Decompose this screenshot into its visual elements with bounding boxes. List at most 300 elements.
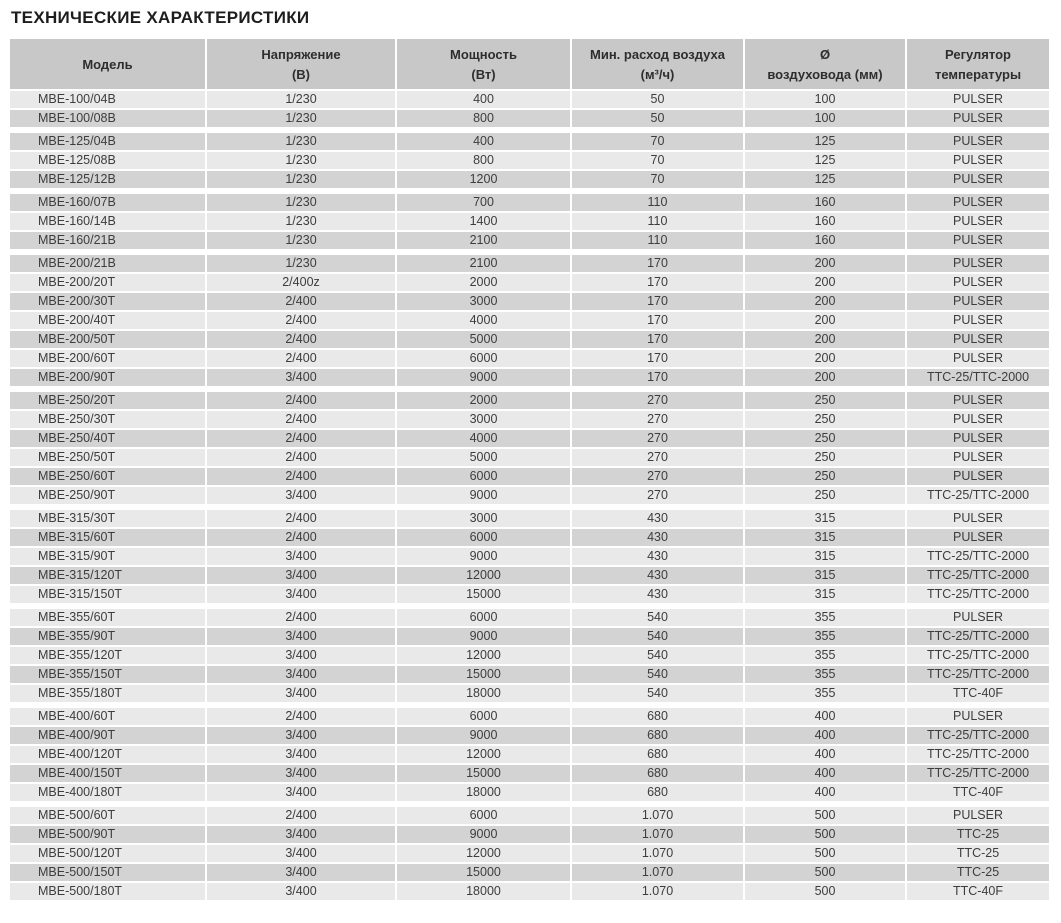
cell-airflow: 270 — [572, 487, 745, 506]
cell-regulator: TTC-40F — [907, 784, 1051, 803]
cell-airflow: 170 — [572, 331, 745, 350]
cell-power: 1200 — [397, 171, 572, 190]
cell-airflow: 1.070 — [572, 864, 745, 883]
cell-airflow: 170 — [572, 274, 745, 293]
cell-voltage: 2/400 — [207, 392, 397, 411]
col-header-label: Модель — [82, 56, 133, 72]
cell-model: MBE-160/14B — [10, 213, 207, 232]
cell-diameter: 100 — [745, 91, 907, 110]
cell-model: MBE-160/21B — [10, 232, 207, 251]
cell-regulator: TTC-25/TTC-2000 — [907, 746, 1051, 765]
cell-airflow: 540 — [572, 647, 745, 666]
table-row — [10, 628, 1051, 647]
cell-diameter: 250 — [745, 449, 907, 468]
cell-diameter: 400 — [745, 708, 907, 727]
cell-diameter: 125 — [745, 152, 907, 171]
cell-power: 5000 — [397, 449, 572, 468]
cell-power: 2000 — [397, 274, 572, 293]
col-header-diameter-inner — [745, 46, 905, 83]
cell-model: MBE-125/04B — [10, 133, 207, 152]
cell-voltage: 1/230 — [207, 255, 397, 274]
cell-power: 12000 — [397, 845, 572, 864]
table-row — [10, 685, 1051, 704]
cell-airflow: 270 — [572, 411, 745, 430]
cell-model: MBE-315/30T — [10, 510, 207, 529]
cell-airflow: 680 — [572, 765, 745, 784]
table-row — [10, 765, 1051, 784]
cell-diameter: 200 — [745, 350, 907, 369]
cell-voltage: 3/400 — [207, 765, 397, 784]
cell-airflow: 430 — [572, 529, 745, 548]
cell-model: MBE-355/180T — [10, 685, 207, 704]
cell-diameter: 500 — [745, 826, 907, 845]
cell-diameter: 315 — [745, 510, 907, 529]
col-header-model — [10, 39, 207, 91]
cell-diameter: 315 — [745, 529, 907, 548]
header-row — [10, 39, 1051, 91]
cell-diameter: 355 — [745, 609, 907, 628]
cell-airflow: 430 — [572, 586, 745, 605]
cell-diameter: 400 — [745, 746, 907, 765]
cell-voltage: 1/230 — [207, 152, 397, 171]
cell-model: MBE-315/120T — [10, 567, 207, 586]
cell-regulator: PULSER — [907, 430, 1051, 449]
cell-voltage: 1/230 — [207, 91, 397, 110]
col-header-label: Регулятор — [945, 46, 1011, 62]
cell-power: 18000 — [397, 883, 572, 902]
cell-voltage: 1/230 — [207, 232, 397, 251]
cell-model: MBE-100/04B — [10, 91, 207, 110]
cell-model: MBE-200/21B — [10, 255, 207, 274]
cell-diameter: 355 — [745, 666, 907, 685]
cell-airflow: 270 — [572, 468, 745, 487]
cell-diameter: 100 — [745, 110, 907, 129]
cell-airflow: 110 — [572, 194, 745, 213]
cell-airflow: 70 — [572, 171, 745, 190]
cell-regulator: TTC-25 — [907, 864, 1051, 883]
cell-diameter: 250 — [745, 411, 907, 430]
cell-airflow: 430 — [572, 510, 745, 529]
col-header-label: Мин. расход воздуха — [590, 46, 725, 62]
table-row — [10, 430, 1051, 449]
col-header-regulator — [907, 39, 1051, 91]
cell-regulator: PULSER — [907, 91, 1051, 110]
cell-regulator: TTC-25/TTC-2000 — [907, 548, 1051, 567]
cell-power: 4000 — [397, 312, 572, 331]
cell-power: 6000 — [397, 807, 572, 826]
cell-power: 9000 — [397, 487, 572, 506]
cell-diameter: 500 — [745, 807, 907, 826]
cell-model: MBE-250/50T — [10, 449, 207, 468]
table-row — [10, 350, 1051, 369]
cell-model: MBE-355/60T — [10, 609, 207, 628]
cell-airflow: 170 — [572, 312, 745, 331]
cell-regulator: TTC-25/TTC-2000 — [907, 487, 1051, 506]
cell-model: MBE-355/120T — [10, 647, 207, 666]
cell-airflow: 430 — [572, 548, 745, 567]
table-row — [10, 468, 1051, 487]
cell-voltage: 3/400 — [207, 628, 397, 647]
cell-voltage: 2/400 — [207, 807, 397, 826]
cell-airflow: 540 — [572, 628, 745, 647]
cell-model: MBE-355/90T — [10, 628, 207, 647]
cell-power: 15000 — [397, 586, 572, 605]
cell-airflow: 1.070 — [572, 883, 745, 902]
table-row — [10, 548, 1051, 567]
col-header-voltage — [207, 39, 397, 91]
cell-power: 400 — [397, 91, 572, 110]
cell-model: MBE-250/30T — [10, 411, 207, 430]
cell-diameter: 200 — [745, 293, 907, 312]
cell-voltage: 1/230 — [207, 213, 397, 232]
cell-voltage: 3/400 — [207, 548, 397, 567]
cell-regulator: PULSER — [907, 449, 1051, 468]
cell-airflow: 680 — [572, 727, 745, 746]
cell-diameter: 400 — [745, 727, 907, 746]
table-row — [10, 708, 1051, 727]
col-header-label: Мощность — [450, 46, 517, 62]
cell-regulator: PULSER — [907, 133, 1051, 152]
cell-airflow: 1.070 — [572, 845, 745, 864]
table-row — [10, 784, 1051, 803]
cell-power: 15000 — [397, 864, 572, 883]
table-row — [10, 255, 1051, 274]
cell-airflow: 170 — [572, 350, 745, 369]
table-row — [10, 392, 1051, 411]
table-row — [10, 213, 1051, 232]
cell-model: MBE-250/60T — [10, 468, 207, 487]
table-row — [10, 864, 1051, 883]
cell-airflow: 170 — [572, 255, 745, 274]
col-header-airflow-inner — [572, 46, 743, 83]
cell-diameter: 355 — [745, 628, 907, 647]
table-row — [10, 647, 1051, 666]
cell-model: MBE-125/08B — [10, 152, 207, 171]
cell-airflow: 50 — [572, 91, 745, 110]
table-row — [10, 152, 1051, 171]
table-row — [10, 567, 1051, 586]
cell-diameter: 200 — [745, 331, 907, 350]
cell-voltage: 2/400 — [207, 293, 397, 312]
cell-airflow: 680 — [572, 746, 745, 765]
cell-diameter: 200 — [745, 369, 907, 388]
cell-power: 1400 — [397, 213, 572, 232]
cell-diameter: 315 — [745, 548, 907, 567]
cell-voltage: 1/230 — [207, 133, 397, 152]
table-row — [10, 232, 1051, 251]
cell-power: 2100 — [397, 232, 572, 251]
cell-diameter: 400 — [745, 765, 907, 784]
cell-voltage: 3/400 — [207, 666, 397, 685]
cell-voltage: 3/400 — [207, 487, 397, 506]
table-row — [10, 487, 1051, 506]
cell-model: MBE-200/20T — [10, 274, 207, 293]
cell-airflow: 70 — [572, 133, 745, 152]
cell-diameter: 125 — [745, 171, 907, 190]
cell-airflow: 1.070 — [572, 807, 745, 826]
cell-regulator: PULSER — [907, 274, 1051, 293]
cell-power: 6000 — [397, 529, 572, 548]
cell-power: 18000 — [397, 784, 572, 803]
cell-diameter: 160 — [745, 232, 907, 251]
cell-model: MBE-250/90T — [10, 487, 207, 506]
cell-regulator: PULSER — [907, 331, 1051, 350]
cell-model: MBE-500/60T — [10, 807, 207, 826]
cell-voltage: 3/400 — [207, 746, 397, 765]
cell-power: 2100 — [397, 255, 572, 274]
cell-regulator: PULSER — [907, 171, 1051, 190]
cell-diameter: 250 — [745, 468, 907, 487]
cell-regulator: PULSER — [907, 529, 1051, 548]
cell-diameter: 400 — [745, 784, 907, 803]
cell-model: MBE-500/90T — [10, 826, 207, 845]
cell-power: 9000 — [397, 727, 572, 746]
table-row — [10, 449, 1051, 468]
table-row — [10, 293, 1051, 312]
col-header-voltage-inner — [207, 46, 395, 83]
table-row — [10, 194, 1051, 213]
cell-voltage: 3/400 — [207, 883, 397, 902]
table-row — [10, 883, 1051, 902]
cell-regulator: PULSER — [907, 807, 1051, 826]
cell-regulator: PULSER — [907, 232, 1051, 251]
cell-voltage: 2/400 — [207, 411, 397, 430]
table-row — [10, 312, 1051, 331]
cell-model: MBE-200/60T — [10, 350, 207, 369]
cell-power: 12000 — [397, 746, 572, 765]
cell-voltage: 3/400 — [207, 567, 397, 586]
cell-diameter: 125 — [745, 133, 907, 152]
cell-regulator: PULSER — [907, 110, 1051, 129]
cell-voltage: 3/400 — [207, 586, 397, 605]
cell-model: MBE-160/07B — [10, 194, 207, 213]
cell-model: MBE-125/12B — [10, 171, 207, 190]
cell-airflow: 540 — [572, 666, 745, 685]
col-header-unit: температуры — [934, 66, 1022, 82]
cell-voltage: 3/400 — [207, 784, 397, 803]
cell-regulator: PULSER — [907, 411, 1051, 430]
col-header-unit: (В) — [291, 66, 311, 82]
col-header-model-inner — [10, 56, 205, 73]
diameter-symbol-icon: Ø — [819, 46, 831, 62]
cell-regulator: TTC-40F — [907, 685, 1051, 704]
table-row — [10, 369, 1051, 388]
cell-regulator: PULSER — [907, 312, 1051, 331]
cell-power: 6000 — [397, 708, 572, 727]
cell-power: 800 — [397, 110, 572, 129]
cell-diameter: 200 — [745, 312, 907, 331]
cell-diameter: 355 — [745, 647, 907, 666]
table-row — [10, 529, 1051, 548]
cell-regulator: TTC-25/TTC-2000 — [907, 647, 1051, 666]
cell-model: MBE-250/40T — [10, 430, 207, 449]
cell-regulator: TTC-25/TTC-2000 — [907, 628, 1051, 647]
cell-airflow: 540 — [572, 609, 745, 628]
cell-diameter: 160 — [745, 194, 907, 213]
cell-power: 6000 — [397, 468, 572, 487]
cell-voltage: 1/230 — [207, 194, 397, 213]
cell-airflow: 170 — [572, 293, 745, 312]
cell-power: 6000 — [397, 350, 572, 369]
cell-power: 2000 — [397, 392, 572, 411]
col-header-regulator-inner — [907, 46, 1049, 83]
cell-power: 9000 — [397, 369, 572, 388]
cell-model: MBE-500/180T — [10, 883, 207, 902]
cell-regulator: TTC-25/TTC-2000 — [907, 586, 1051, 605]
col-header-power-inner — [397, 46, 570, 83]
cell-voltage: 2/400 — [207, 430, 397, 449]
cell-power: 15000 — [397, 666, 572, 685]
cell-diameter: 250 — [745, 487, 907, 506]
table-row — [10, 171, 1051, 190]
cell-diameter: 160 — [745, 213, 907, 232]
cell-voltage: 3/400 — [207, 826, 397, 845]
table-row — [10, 510, 1051, 529]
cell-power: 400 — [397, 133, 572, 152]
cell-voltage: 2/400 — [207, 468, 397, 487]
cell-voltage: 3/400 — [207, 369, 397, 388]
cell-model: MBE-400/90T — [10, 727, 207, 746]
table-row — [10, 274, 1051, 293]
cell-voltage: 1/230 — [207, 171, 397, 190]
cell-power: 9000 — [397, 826, 572, 845]
cell-regulator: PULSER — [907, 152, 1051, 171]
cell-model: MBE-400/60T — [10, 708, 207, 727]
cell-model: MBE-200/30T — [10, 293, 207, 312]
cell-airflow: 70 — [572, 152, 745, 171]
cell-airflow: 50 — [572, 110, 745, 129]
cell-diameter: 500 — [745, 883, 907, 902]
cell-regulator: PULSER — [907, 468, 1051, 487]
table-body — [10, 91, 1051, 902]
cell-voltage: 1/230 — [207, 110, 397, 129]
cell-voltage: 3/400 — [207, 727, 397, 746]
cell-regulator: PULSER — [907, 255, 1051, 274]
page-title: ТЕХНИЧЕСКИЕ ХАРАКТЕРИСТИКИ — [11, 8, 310, 27]
cell-regulator: TTC-25/TTC-2000 — [907, 727, 1051, 746]
cell-voltage: 2/400 — [207, 708, 397, 727]
cell-voltage: 2/400 — [207, 510, 397, 529]
cell-airflow: 270 — [572, 449, 745, 468]
cell-voltage: 2/400 — [207, 312, 397, 331]
cell-diameter: 315 — [745, 586, 907, 605]
cell-regulator: PULSER — [907, 293, 1051, 312]
cell-regulator: TTC-25/TTC-2000 — [907, 369, 1051, 388]
cell-airflow: 110 — [572, 213, 745, 232]
cell-diameter: 355 — [745, 685, 907, 704]
cell-voltage: 3/400 — [207, 685, 397, 704]
cell-regulator: PULSER — [907, 510, 1051, 529]
cell-voltage: 2/400 — [207, 350, 397, 369]
cell-model: MBE-315/90T — [10, 548, 207, 567]
col-header-airflow — [572, 39, 745, 91]
table-row — [10, 91, 1051, 110]
cell-voltage: 3/400 — [207, 845, 397, 864]
cell-diameter: 200 — [745, 255, 907, 274]
cell-voltage: 2/400 — [207, 449, 397, 468]
cell-model: MBE-200/40T — [10, 312, 207, 331]
table-header — [10, 39, 1051, 91]
cell-power: 9000 — [397, 548, 572, 567]
table-row — [10, 331, 1051, 350]
cell-power: 5000 — [397, 331, 572, 350]
table-row — [10, 586, 1051, 605]
table-row — [10, 727, 1051, 746]
cell-power: 800 — [397, 152, 572, 171]
cell-power: 700 — [397, 194, 572, 213]
col-header-diameter — [745, 39, 907, 91]
cell-regulator: PULSER — [907, 213, 1051, 232]
cell-regulator: PULSER — [907, 609, 1051, 628]
table-row — [10, 746, 1051, 765]
cell-regulator: PULSER — [907, 194, 1051, 213]
cell-model: MBE-500/150T — [10, 864, 207, 883]
table-row — [10, 609, 1051, 628]
col-header-unit: (Вт) — [471, 66, 496, 82]
cell-diameter: 500 — [745, 845, 907, 864]
cell-regulator: TTC-25/TTC-2000 — [907, 567, 1051, 586]
cell-model: MBE-200/90T — [10, 369, 207, 388]
cell-power: 18000 — [397, 685, 572, 704]
cell-voltage: 3/400 — [207, 864, 397, 883]
cell-model: MBE-315/60T — [10, 529, 207, 548]
cell-voltage: 2/400 — [207, 331, 397, 350]
cell-power: 12000 — [397, 567, 572, 586]
cell-regulator: PULSER — [907, 708, 1051, 727]
cell-power: 3000 — [397, 293, 572, 312]
cell-regulator: TTC-25 — [907, 826, 1051, 845]
cell-power: 4000 — [397, 430, 572, 449]
col-header-unit: воздуховода (мм) — [767, 66, 883, 82]
cell-power: 6000 — [397, 609, 572, 628]
col-header-label: Напряжение — [261, 46, 341, 62]
cell-airflow: 680 — [572, 708, 745, 727]
cell-airflow: 430 — [572, 567, 745, 586]
cell-diameter: 500 — [745, 864, 907, 883]
cell-regulator: PULSER — [907, 350, 1051, 369]
cell-airflow: 170 — [572, 369, 745, 388]
cell-model: MBE-200/50T — [10, 331, 207, 350]
cell-airflow: 110 — [572, 232, 745, 251]
cell-diameter: 250 — [745, 430, 907, 449]
cell-regulator: PULSER — [907, 392, 1051, 411]
cell-power: 3000 — [397, 411, 572, 430]
cell-model: MBE-355/150T — [10, 666, 207, 685]
col-header-power — [397, 39, 572, 91]
cell-model: MBE-400/120T — [10, 746, 207, 765]
cell-airflow: 270 — [572, 392, 745, 411]
table-row — [10, 826, 1051, 845]
cell-model: MBE-400/180T — [10, 784, 207, 803]
cell-airflow: 680 — [572, 784, 745, 803]
cell-regulator: TTC-25/TTC-2000 — [907, 666, 1051, 685]
cell-regulator: TTC-25/TTC-2000 — [907, 765, 1051, 784]
col-header-unit: (м³/ч) — [640, 66, 675, 82]
cell-airflow: 540 — [572, 685, 745, 704]
cell-airflow: 270 — [572, 430, 745, 449]
cell-model: MBE-250/20T — [10, 392, 207, 411]
cell-power: 3000 — [397, 510, 572, 529]
cell-power: 9000 — [397, 628, 572, 647]
cell-regulator: TTC-40F — [907, 883, 1051, 902]
cell-diameter: 250 — [745, 392, 907, 411]
cell-model: MBE-400/150T — [10, 765, 207, 784]
cell-voltage: 2/400 — [207, 609, 397, 628]
cell-model: MBE-100/08B — [10, 110, 207, 129]
cell-regulator: TTC-25 — [907, 845, 1051, 864]
cell-diameter: 315 — [745, 567, 907, 586]
cell-voltage: 2/400 — [207, 529, 397, 548]
